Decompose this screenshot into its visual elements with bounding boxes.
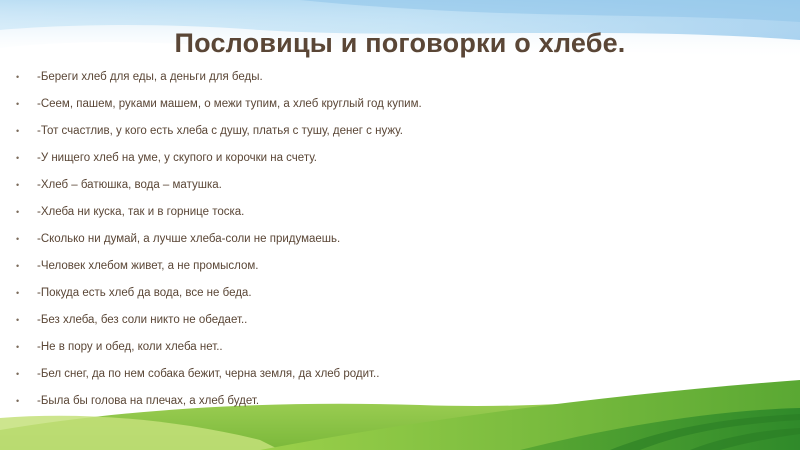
list-item [0,259,760,286]
proverb-text: -Хлеб – батюшка, вода – матушка. [37,179,222,191]
list-item [0,232,760,259]
bullet-icon: • [16,234,20,244]
bullet-icon: • [16,315,20,325]
bullet-icon: • [16,288,20,298]
proverb-text: -У нищего хлеб на уме, у скупого и корочки на счету. [37,152,318,164]
list-item [0,151,760,178]
proverb-text: -Покуда есть хлеб да вода, все не беда. [37,287,252,299]
proverb-list [0,70,760,421]
proverb-text: -Бел снег, да по нем собака бежит, черна земля, да хлеб родит.. [37,368,380,380]
proverb-text: -Без хлеба, без соли никто не обедает.. [37,314,248,326]
bullet-icon: • [16,207,20,217]
bullet-icon: • [16,99,20,109]
bullet-icon: • [16,180,20,190]
bullet-icon: • [16,261,20,271]
proverb-text: -Сколько ни думай, а лучше хлеба-соли не придумаешь. [37,233,341,245]
list-item [0,340,760,367]
list-item [0,367,760,394]
list-item [0,205,760,232]
proverb-text: -Сеем, пашем, руками машем, о межи тупим, а хлеб круглый год купим. [37,98,422,110]
slide-title: Пословицы и поговорки о хлебе. [174,28,626,58]
proverb-text: -Береги хлеб для еды, а деньги для беды. [37,71,263,83]
list-item [0,178,760,205]
list-item [0,286,760,313]
list-item [0,70,760,97]
proverb-text: -Тот счастлив, у кого есть хлеба с душу, платья с тушу, денег с нужу. [37,125,403,137]
bullet-icon: • [16,342,20,352]
bullet-icon: • [16,72,20,82]
list-item [0,124,760,151]
proverb-text: -Человек хлебом живет, а не промыслом. [37,260,259,272]
proverb-text: -Была бы голова на плечах, а хлеб будет. [37,395,260,407]
bullet-icon: • [16,396,20,406]
list-item [0,97,760,124]
list-item [0,313,760,340]
bullet-icon: • [16,369,20,379]
proverb-text: -Хлеба ни куска, так и в горнице тоска. [37,206,245,218]
bullet-icon: • [16,153,20,163]
list-item [0,394,760,421]
proverb-text: -Не в пору и обед, коли хлеба нет.. [37,341,223,353]
bullet-icon: • [16,126,20,136]
